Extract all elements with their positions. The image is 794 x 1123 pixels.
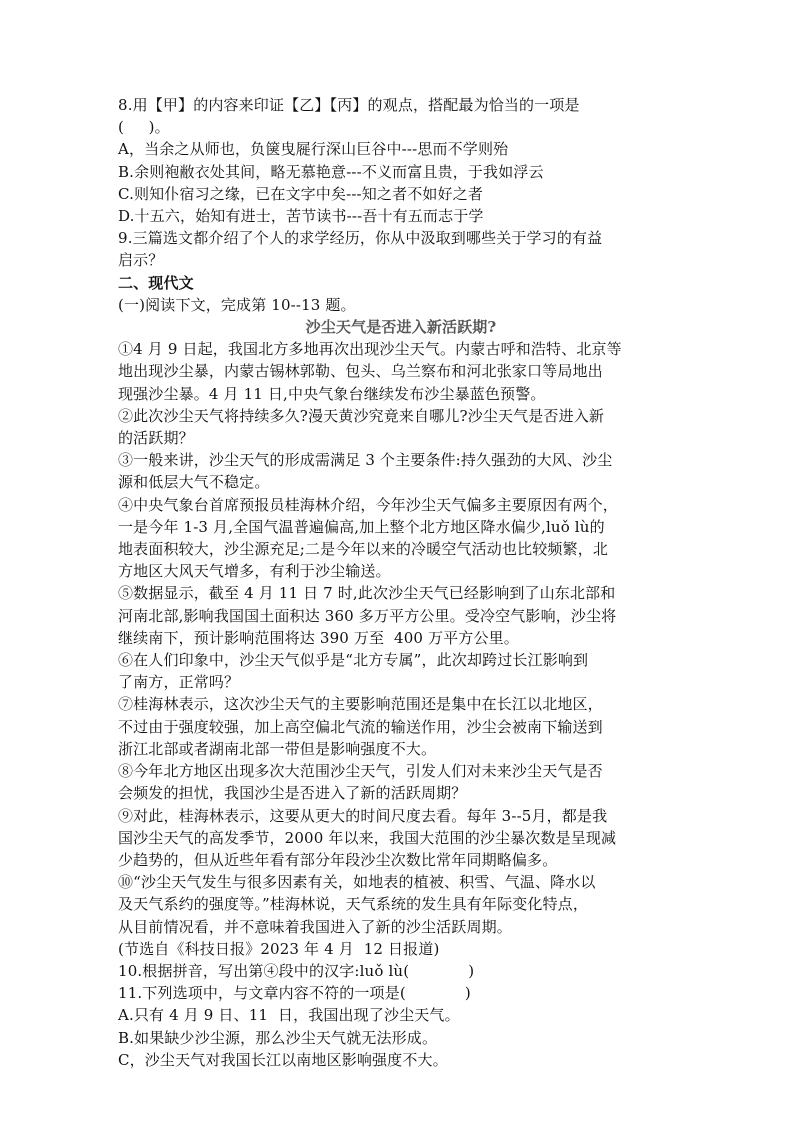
article-line: ⑨对此，桂海林表示，这要从更大的时间尺度去看。每年 3--5月，都是我 <box>118 806 608 825</box>
question-8-stem: 8.用【甲】的内容来印证【乙】【丙】的观点，搭配最为恰当的一项是 <box>118 96 580 114</box>
question-8-option-b: B.余则袍敝衣处其间，略无慕艳意---不义而富且贵，于我如浮云 <box>118 162 544 181</box>
article-line: 及天气系约的强度等。”桂海林说，天气系统的发生具有年际变化特点， <box>118 895 588 914</box>
article-line: ②此次沙尘天气将持续多久?漫天黄沙究竟来自哪儿?沙尘天气是否进入新 <box>118 406 605 425</box>
article-line: 河南北部,影响我国国土面积达 360 多万平方公里。受冷空气影响，沙尘将 <box>118 606 617 625</box>
question-8-option-c: C.则知仆宿习之缘，已在文字中矣---知之者不如好之者 <box>118 184 483 203</box>
article-line: ①4 月 9 日起，我国北方多地再次出现沙尘天气。内蒙古呼和浩特、北京等 <box>118 340 622 359</box>
article-line: 了南方，正常吗？ <box>118 673 240 692</box>
article-line: 会频发的担忧，我国沙尘是否进入了新的活跃周期？ <box>118 784 467 803</box>
article-line: ⑩“沙尘天气发生与很多因素有关，如地表的植被、积雪、气温、降水以 <box>118 873 596 892</box>
question-8-answer-blank: ( )。 <box>118 118 170 137</box>
article-line: 从目前情况看，并不意味着我国进入了新的沙尘活跃周期。 <box>118 917 512 936</box>
subsection-instruction: (一)阅读下文，完成第 10--13 题。 <box>118 295 356 314</box>
article-line: 现强沙尘暴。4 月 11 日,中央气象台继续发布沙尘暴蓝色预警。 <box>118 384 546 403</box>
section-title: 二、现代文 <box>118 273 194 292</box>
article-line: ⑥在人们印象中，沙尘天气似乎是“北方专属”，此次却跨过长江影响到 <box>118 651 589 670</box>
question-10: 10.根据拼音，写出第④段中的汉字:luǒ lù( ) <box>118 961 475 980</box>
document-page <box>118 94 684 1071</box>
question-11-stem: 11.下列选项中，与文章内容不符的一项是( ) <box>118 984 471 1003</box>
question-11-option-b: B.如果缺少沙尘源，那么沙尘天气就无法形成。 <box>118 1028 438 1047</box>
question-9-line-1: 9.三篇选文都介绍了个人的求学经历，你从中汲取到哪些关于学习的有益 <box>118 229 603 248</box>
article-line: 地出现沙尘暴，内蒙古锡林郭勒、包头、乌兰察布和河北张家口等局地出 <box>118 362 603 381</box>
article-line: ⑤数据显示，截至 4 月 11 日 7 时,此次沙尘天气已经影响到了山东北部和 <box>118 584 616 603</box>
article-line: 的活跃期？ <box>118 429 194 448</box>
article-line: 地表面积较大，沙尘源充足;二是今年以来的冷暖空气活动也比较频繁，北 <box>118 540 609 559</box>
article-line: 不过由于强度较强，加上高空偏北气流的输送作用，沙尘会被南下输送到 <box>118 717 603 736</box>
article-line: ④中央气象台首席预报员桂海林介绍，今年沙尘天气偏多主要原因有两个， <box>118 495 618 514</box>
article-line: ⑦桂海林表示，这次沙尘天气的主要影响范围还是集中在长江以北地区， <box>118 695 603 714</box>
article-line: 源和低层大气不稳定。 <box>118 473 270 492</box>
question-11-option-c: C，沙尘天气对我国长江以南地区影响强度不大。 <box>118 1050 448 1069</box>
question-11-option-a: A.只有 4 月 9 日、11 日，我国出现了沙尘天气。 <box>118 1006 460 1025</box>
article-line: 浙江北部或者湖南北部一带但是影响强度不大。 <box>118 739 437 758</box>
question-8-option-a: A，当余之从师也，负箧曳屣行深山巨谷中---思而不学则殆 <box>118 140 509 159</box>
article-line: ⑧今年北方地区出现多次大范围沙尘天气，引发人们对未来沙尘天气是否 <box>118 762 603 781</box>
article-line: 继续南下，预计影响范围将达 390 万至 400 万平方公里。 <box>118 628 519 647</box>
article-source: (节选自《科技日报》2023 年 4 月 12 日报道) <box>118 939 440 958</box>
article-line: 方地区大风天气增多，有利于沙尘输送。 <box>118 562 391 581</box>
article-title: 沙尘天气是否进入新活跃期? <box>305 318 497 337</box>
article-line: 国沙尘天气的高发季节，2000 年以来，我国大范围的沙尘暴次数是呈现减 <box>118 828 617 847</box>
article-line: 少趋势的，但从近些年看有部分年段沙尘次数比常年同期略偏多。 <box>118 850 558 869</box>
article-body <box>118 338 684 937</box>
question-9-line-2: 启示？ <box>118 251 164 270</box>
article-line: 一是今年 1-3 月,全国气温普遍偏高,加上整个北方地区降水偏少,luǒ lù的 <box>118 517 605 536</box>
question-8-option-d: D.十五六，始知有进士，苦节读书---吾十有五而志于学 <box>118 207 484 226</box>
article-line: ③一般来讲，沙尘天气的形成需满足 3 个主要条件:持久强劲的大风、沙尘 <box>118 451 613 470</box>
